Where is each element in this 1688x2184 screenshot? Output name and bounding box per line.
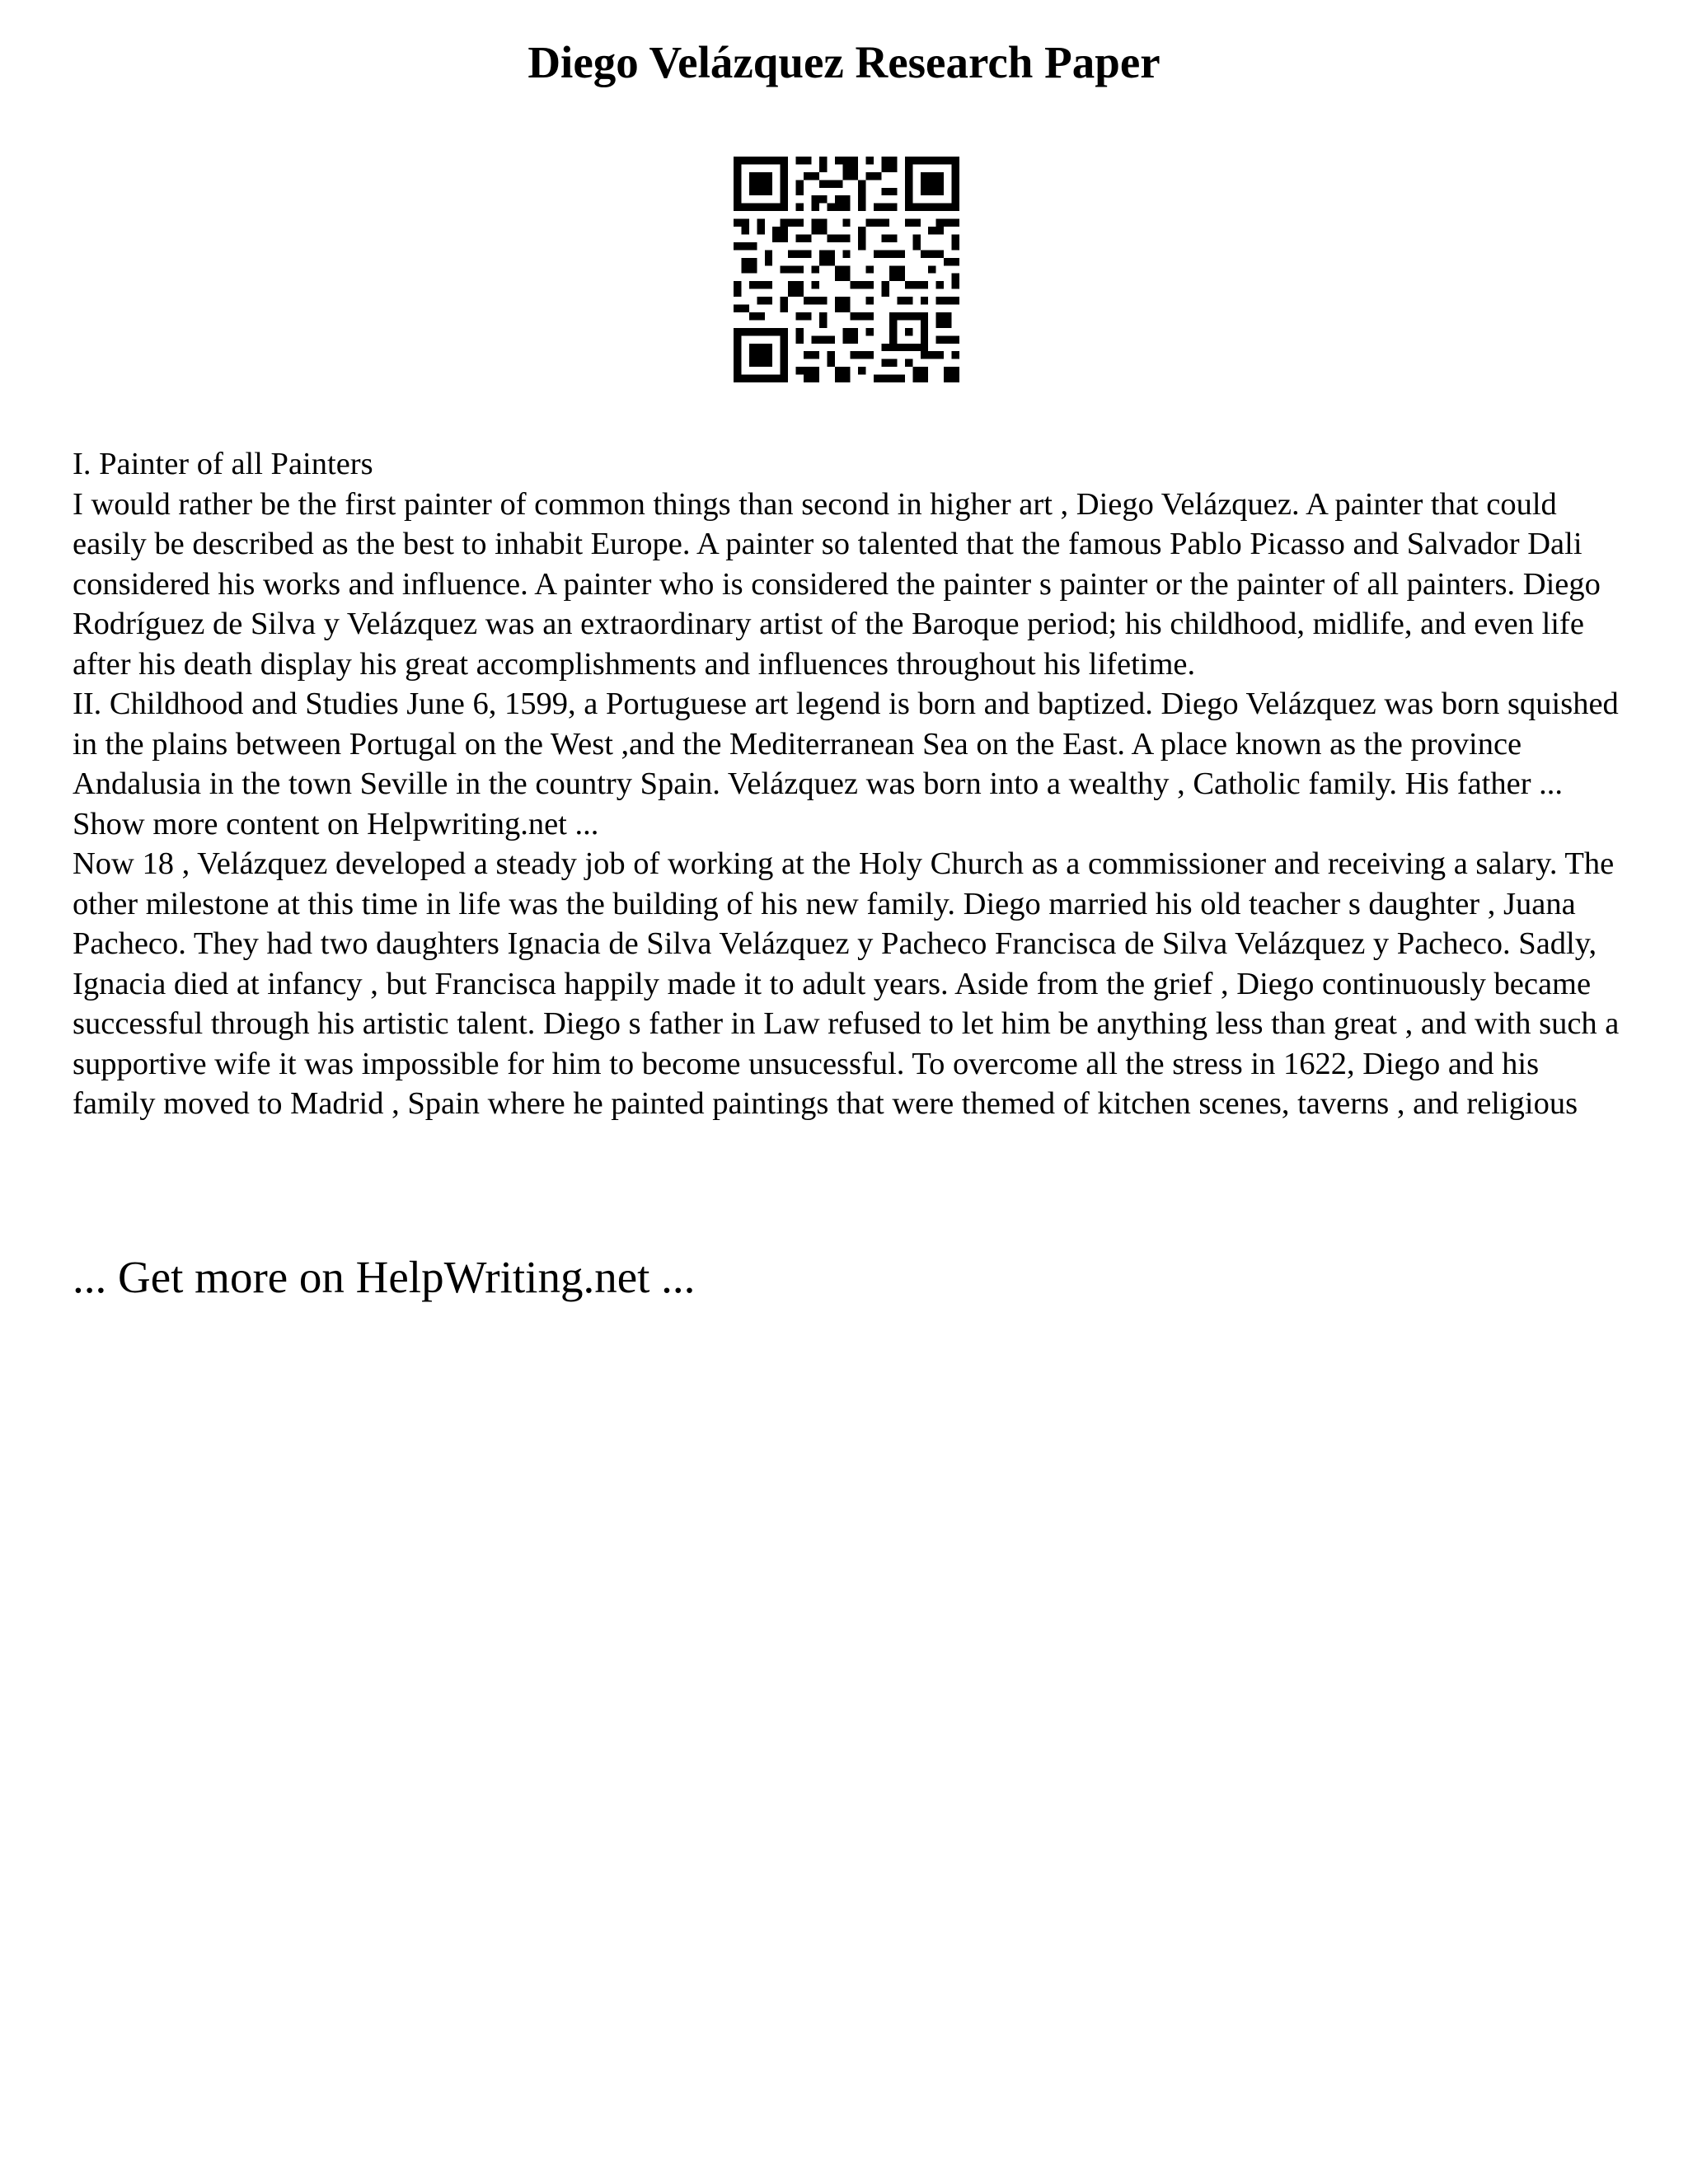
paragraph-midlife: Now 18 , Velázquez developed a steady job of working at the Holy Church as a commissioner and receiving a salary. The other milestone at this time in life was the building of his new family. Diego married his old teacher s daughter , Juana Pacheco. They had two daughters Ignacia de Silva Velázquez y Pacheco Francisca de Silva Velázquez y Pacheco. Sadly, Ignacia died at infancy , but Francisca happily made it to adult years. Aside from the grief , Diego continuously became successful through his artistic talent. Diego s father in Law refused to let him be anything less than great , and with such a supportive wife it was impossible for him to become unsucessful. To overcome all the stress in 1622, Diego and his family moved to Madrid , Spain where he painted paintings that were themed of kitchen scenes, taverns , and religious [73, 846, 1620, 1121]
get-more-link[interactable]: ... Get more on HelpWriting.net ... [73, 1252, 696, 1302]
article-body [73, 444, 1622, 1124]
paragraph-intro: I would rather be the first painter of common things than second in higher art , Diego Velázquez. A painter that could easily be described as the best to inhabit Europe. A painter so talented that the famous Pablo Picasso and Salvador Dali considered his works and influence. A painter who is considered the painter s painter or the painter of all painters. Diego Rodríguez de Silva y Velázquez was an extraordinary artist of the Baroque period; his childhood, midlife, and even life after his death display his great accomplishments and influences throughout his lifetime. [73, 486, 1601, 682]
qr-code-icon [734, 157, 959, 382]
qr-code [734, 157, 959, 382]
section-heading-painter: I. Painter of all Painters [73, 447, 373, 481]
paragraph-childhood: II. Childhood and Studies June 6, 1599, a Portuguese art legend is born and baptized. Diego Velázquez was born squished in the plains between Portugal on the West ,and the Mediterranean Sea on the East. A place known as the province Andalusia in the town Seville in the country Spain. Velázquez was born into a wealthy , Catholic family. His father ... Show more content on Helpwriting.net ... [73, 687, 1619, 841]
page-title: Diego Velázquez Research Paper [528, 37, 1160, 87]
